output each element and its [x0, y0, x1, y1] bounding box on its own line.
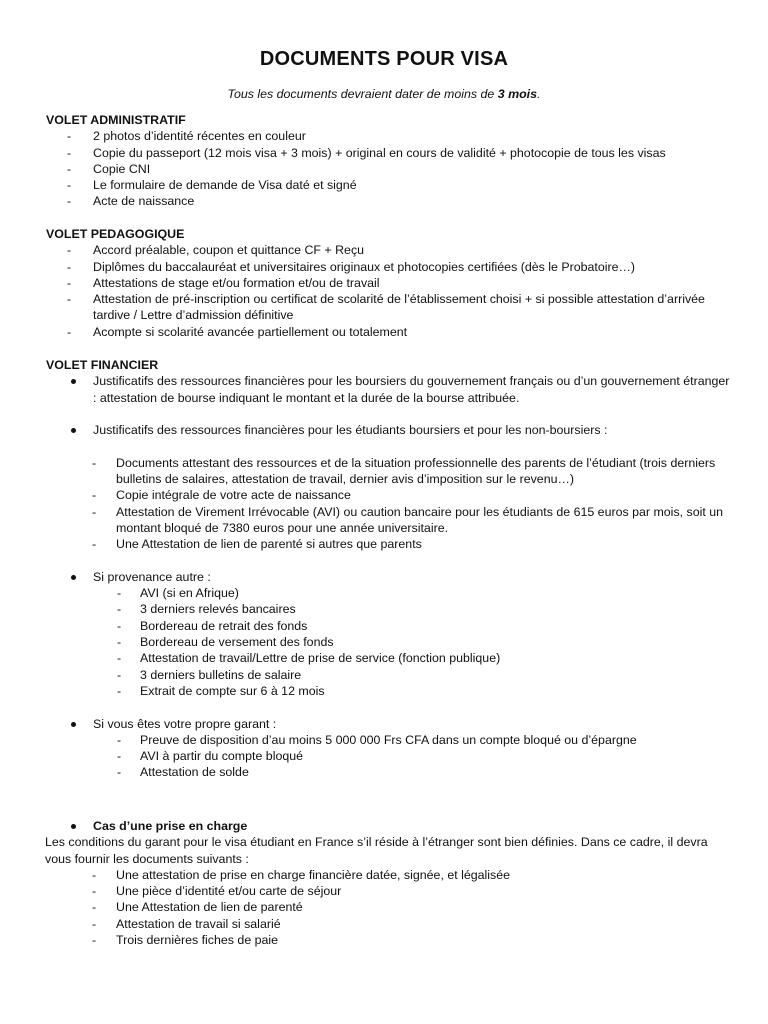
dash-marker: -	[67, 324, 72, 339]
pedago-list	[46, 242, 736, 340]
section-pedagogique	[46, 226, 736, 340]
subtitle-bold: 3 mois	[497, 87, 538, 101]
bullet-text: Justificatifs des ressources financières pour les boursiers du gouvernement français ou d’un gouvernement étranger : attestation de bourse indiquant le montant et la durée de la bourse attribuée.	[93, 374, 730, 405]
bullet-dot	[71, 379, 76, 384]
bullet-item	[46, 373, 736, 406]
dash-marker: -	[67, 178, 72, 193]
subtitle-prefix: Tous les documents devraient dater de moins de	[227, 87, 498, 101]
dash-marker: -	[117, 635, 122, 650]
dash-marker: -	[117, 651, 122, 666]
list-item	[46, 585, 736, 601]
dash-marker: -	[92, 900, 97, 915]
dash-marker: -	[92, 867, 97, 882]
bullet-text: Si vous êtes votre propre garant :	[93, 716, 277, 731]
list-item	[46, 899, 736, 915]
dash-marker: -	[67, 243, 72, 258]
list-item-text: Une pièce d’identité et/ou carte de séjour	[116, 884, 342, 899]
list-item-text: Une Attestation de lien de parenté si autres que parents	[116, 537, 422, 552]
list-item-text: Preuve de disposition d’au moins 5 000 000 Frs CFA dans un compte bloqué ou d’épargne	[140, 732, 637, 747]
list-item	[46, 748, 736, 764]
list-item	[46, 932, 736, 948]
bullet-text: Si provenance autre :	[93, 569, 211, 584]
list-item	[46, 275, 736, 291]
dash-marker: -	[117, 683, 122, 698]
subtitle-suffix: .	[537, 87, 541, 101]
list-item	[46, 732, 736, 748]
bullet-dot	[71, 824, 76, 829]
page-title: DOCUMENTS POUR VISA	[259, 48, 509, 70]
bullet4-list	[46, 732, 736, 781]
prise-list	[46, 867, 736, 948]
dash-marker: -	[92, 488, 97, 503]
list-item	[46, 650, 736, 666]
list-item	[46, 177, 736, 193]
list-item-text: Copie du passeport (12 mois visa + 3 mois) + original en cours de validité + photocopie de tous les visas	[93, 145, 666, 160]
list-item-text: AVI (si en Afrique)	[140, 586, 239, 601]
dash-marker: -	[67, 259, 72, 274]
bullet-item	[46, 569, 736, 585]
list-item	[46, 161, 736, 177]
bullet-dot	[71, 575, 76, 580]
list-item	[46, 916, 736, 932]
list-item	[46, 618, 736, 634]
list-item	[46, 242, 736, 258]
dash-marker: -	[117, 586, 122, 601]
list-item-text: Attestation de travail/Lettre de prise de service (fonction publique)	[140, 651, 501, 666]
dash-marker: -	[67, 275, 72, 290]
list-item-text: Attestation de travail si salarié	[116, 916, 281, 931]
dash-marker: -	[92, 884, 97, 899]
list-item	[46, 145, 736, 161]
list-item-text: Une attestation de prise en charge financière datée, signée, et légalisée	[116, 867, 511, 882]
dash-marker: -	[67, 292, 72, 307]
list-item	[46, 193, 736, 209]
list-item	[46, 867, 736, 883]
list-item	[46, 487, 736, 503]
list-item	[46, 883, 736, 899]
dash-marker: -	[67, 194, 72, 209]
list-item	[46, 601, 736, 617]
list-item	[46, 667, 736, 683]
bullet-dot	[71, 722, 76, 727]
admin-list	[46, 128, 736, 209]
section-financier	[46, 357, 736, 781]
list-item-text: 3 derniers bulletins de salaire	[140, 667, 302, 682]
list-item	[46, 536, 736, 552]
section-administratif	[46, 112, 736, 210]
bullet-item	[46, 422, 736, 438]
list-item	[46, 764, 736, 780]
list-item-text: Attestations de stage et/ou formation et/ou de travail	[93, 275, 380, 290]
list-item-text: Attestation de solde	[140, 765, 249, 780]
dash-marker: -	[117, 765, 122, 780]
section-heading-financier: VOLET FINANCIER	[46, 358, 159, 372]
section-heading-administratif: VOLET ADMINISTRATIF	[46, 113, 186, 127]
list-item	[46, 455, 736, 488]
list-item-text: Copie intégrale de votre acte de naissance	[116, 488, 351, 503]
list-item-text: Accord préalable, coupon et quittance CF + Reçu	[93, 243, 365, 258]
list-item-text: 2 photos d’identité récentes en couleur	[93, 129, 306, 144]
list-item	[46, 259, 736, 275]
dash-marker: -	[117, 749, 122, 764]
list-item	[46, 324, 736, 340]
list-item-text: Documents attestant des ressources et de la situation professionnelle des parents de l’étudiant (trois derniers bulletins de salaires, attestation de travail, dernier avis d’imposition sur le revenu…)	[116, 455, 716, 487]
dash-marker: -	[92, 537, 97, 552]
list-item	[46, 291, 736, 324]
dash-marker: -	[67, 161, 72, 176]
dash-marker: -	[92, 504, 97, 519]
dash-marker: -	[92, 933, 97, 948]
bullet-item	[46, 716, 736, 732]
prise-paragraph: Les conditions du garant pour le visa étudiant en France s’il réside à l’étranger sont bien définies. Dans ce cadre, il devra vous fournir les documents suivants :	[45, 835, 708, 866]
dash-marker: -	[92, 455, 97, 470]
bullet-item	[46, 818, 736, 834]
list-item-text: Bordereau de versement des fonds	[140, 635, 334, 650]
list-item-text: Trois dernières fiches de paie	[116, 933, 279, 948]
list-item-text: Acte de naissance	[93, 194, 195, 209]
bullet-dot	[71, 428, 76, 433]
list-item-text: Attestation de Virement Irrévocable (AVI) ou caution bancaire pour les étudiants de 615 euros par mois, soit un montant bloqué de 7380 euros pour une année universitaire.	[116, 504, 724, 535]
list-item-text: AVI à partir du compte bloqué	[140, 749, 304, 764]
bullet2-list	[46, 455, 736, 553]
list-item	[46, 683, 736, 699]
section-heading-prise: Cas d’une prise en charge	[93, 819, 248, 833]
list-item-text: Bordereau de retrait des fonds	[140, 618, 308, 633]
dash-marker: -	[117, 618, 122, 633]
dash-marker: -	[67, 129, 72, 144]
list-item-text: Attestation de pré-inscription ou certificat de scolarité de l’établissement choisi + si possible attestation d’arrivée tardive / Lettre d’admission définitive	[93, 292, 705, 323]
dash-marker: -	[117, 667, 122, 682]
list-item-text: 3 derniers relevés bancaires	[140, 602, 296, 617]
list-item-text: Une Attestation de lien de parenté	[116, 900, 303, 915]
dash-marker: -	[117, 602, 122, 617]
list-item-text: Acompte si scolarité avancée partiellement ou totalement	[93, 324, 408, 339]
list-item	[46, 128, 736, 144]
list-item-text: Diplômes du baccalauréat et universitaires originaux et photocopies certifiées (dès le Probatoire…)	[93, 259, 636, 274]
section-heading-pedagogique: VOLET PEDAGOGIQUE	[46, 227, 185, 241]
bullet-text: Justificatifs des ressources financières pour les étudiants boursiers et pour les non-boursiers :	[93, 423, 608, 438]
dash-marker: -	[117, 732, 122, 747]
bullet3-list	[46, 585, 736, 699]
list-item	[46, 634, 736, 650]
list-item-text: Extrait de compte sur 6 à 12 mois	[140, 683, 325, 698]
list-item-text: Copie CNI	[93, 161, 151, 176]
list-item-text: Le formulaire de demande de Visa daté et signé	[93, 178, 357, 193]
dash-marker: -	[92, 916, 97, 931]
page-subtitle	[0, 86, 768, 102]
section-prise-en-charge	[46, 818, 736, 948]
dash-marker: -	[67, 145, 72, 160]
list-item	[46, 504, 736, 537]
